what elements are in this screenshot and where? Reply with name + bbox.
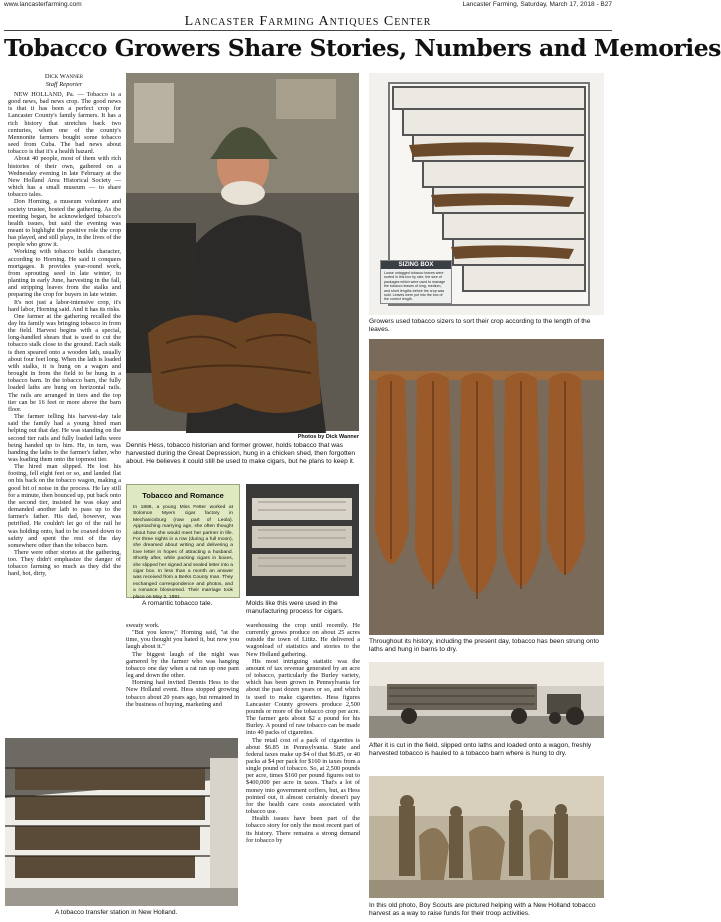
paragraph: About 40 people, most of them with rich histories of their own, gathered on a Wednesday evening in late February at the New Holland Area Historical Society — which has a small museum — to share tobacco tales. xyxy=(8,155,121,199)
main-photo-caption: Dennis Hess, tobacco historian and former grower, holds tobacco that was harvested during the Great Depression, hung in a chicken shed, then forgotten about. He believes it could still be used to make cigars, but he plans to keep it. xyxy=(126,442,356,465)
paragraph: There were other stories at the gathering, too. They didn't emphasize the danger of tobacco farming so much as they did the hard, hot, dirty, xyxy=(8,549,121,578)
article-column-3 xyxy=(246,622,360,918)
article-column-1 xyxy=(8,91,121,736)
sidebar-body: In 1886, a young Miss Fetter worked at Solomon Myers cigar factory in Mechanicsburg (now part of Leola). Approaching marrying age, she often thought about how she would meet her partner in life. For three nights in a row (during a full moon), she dreamed about writing and delivering a love letter in hopes of attracting a husband. Shortly after, while packing cigars in boxes, she slipped her signed and sealed letter into a cigar box. In less than a month an answer was received from a Berks County man. They exchanged correspondence and photos, and a romance blossomed. Their marriage took place on May 2, 1891. xyxy=(133,505,233,600)
headline: Tobacco Growers Share Stories, Numbers and Memories xyxy=(4,34,721,62)
farmer-holding-tobacco-image xyxy=(126,73,359,431)
paragraph: The hired man slipped. He lost his footing, fell eight feet or so, and landed flat on his back on the tobacco wagon, making a good bit of noise in the process. He lay still for a minute, then bounced up, put back onto the second tier, insisted he was okay and demanded another lath to pass up to the farmer's father. His dad, however, was petrified. He couldn't let go of the rail he was holding onto, had to be coaxed down to safety and spent the rest of the day somewhere other than the tobacco barn. xyxy=(8,463,121,549)
paragraph: Horning had invited Dennis Hess to the New Holland event. Hess stopped growing tobacco about 20 years ago, but remained in the business of buying, marketing and xyxy=(126,679,239,708)
romantic-caption: A romantic tobacco tale. xyxy=(142,600,213,607)
paragraph: sweaty work. xyxy=(126,622,160,629)
page-header xyxy=(4,1,612,11)
paragraph: One farmer at the gathering recalled the day his family was bringing tobacco in from the field. Harvest begins with a special, long-handled shears that is used to cut the tobacco stalk close to the ground. Each stalk is then speared onto a wooden lath, usually about four feet long. When the lath is loaded with stalks, it is hung on a wagon and brought in from the field to be hung in a tobacco barn. In the tobacco barn, the fully loaded laths are hung on horizontal rails. The rails are arranged in tiers and the top tier can be 16 feet or more above the barn floor. xyxy=(8,312,121,413)
strung-tobacco-photo xyxy=(369,339,604,635)
cigar-molds-photo xyxy=(246,484,359,596)
paragraph: Don Horning, a museum volunteer and society trustee, hosted the gathering. As the meeting began, he acknowledged tobacco's health issues, but said the evening was meant to highlight the positive role the crop has played, and still plays, in the lives of the people who grow it. xyxy=(8,198,121,249)
wagon-photo xyxy=(369,662,604,738)
issue-info: Lancaster Farming, Saturday, March 17, 2018 - B27 xyxy=(462,1,612,8)
sidebar-box xyxy=(126,484,240,598)
paragraph: The biggest laugh of the night was garnered by the farmer who was hanging tobacco one day when a rat ran up one pant leg and down the other. xyxy=(126,650,239,680)
paragraph: The farmer telling his harvest-day tale said the family had a young hired man helping out that day. He was standing on the second tier rails and fully loaded laths were being handed up to him. He, in turn, was handing the laths to the farmer's father, who was loading them onto the topmost tier. xyxy=(8,413,121,463)
boy-scouts-harvest-image xyxy=(369,776,604,898)
paragraph: "But you know," Horning said, "at the time, you thought you hated it, but now you laugh about it." xyxy=(126,629,239,651)
sizing-box-label xyxy=(380,260,452,304)
paragraph: It's not just a labor-intensive crop, it's hard labor, Horning said. And it has its risks. xyxy=(8,298,121,313)
scouts-caption: In this old photo, Boy Scouts are pictured helping with a New Holland tobacco harvest as a way to raise funds for their troop activities. xyxy=(369,902,596,917)
paragraph: warehousing the crop until recently. He currently grows produce on about 25 acres outside the town of Lititz. He delivered a wagonload of statistics and stories to the New Holland gathering. xyxy=(246,622,360,658)
paragraph: Health issues have been part of the tobacco story for only the most recent part of its history. There remains a strong demand for tobacco by xyxy=(246,815,360,844)
paragraph: Working with tobacco builds character, according to Horning. He said it conquers mortgages. It provides year-round work, from sprouting seed in late winter, to planting in early June, harvesting in the fall, and stripping leaves from the stalks and preparing the crop for buyers in late winter. xyxy=(8,248,121,299)
sizing-caption: Growers used tobacco sizers to sort their crop according to the length of the leaves. xyxy=(369,318,591,333)
boy-scouts-photo xyxy=(369,776,604,898)
transfer-station-photo xyxy=(5,738,238,906)
site-url[interactable]: www.lancasterfarming.com xyxy=(4,1,82,8)
sizing-box-label-text: Loose untagged tobacco leaves were sorted in this box by size, the size of packages which were used to manage the tobacco leaves of long, medium, and short lengths before the crop was sold. Leaves were put into the box of the correct length. xyxy=(384,271,446,302)
cigar-molds-image xyxy=(246,484,359,596)
main-photo xyxy=(126,73,359,431)
wagon-caption: After it is cut in the field, slipped onto laths and loaded onto a wagon, freshly harvested tobacco is hauled to a tobacco barn where is hung to dry. xyxy=(369,742,592,757)
byline-name: Dick Wanner xyxy=(44,73,84,80)
article-column-2 xyxy=(126,622,239,737)
paragraph: The retail cost of a pack of cigarettes is about $6.85 in Pennsylvania. State and federal taxes make up $4 of that $6.85, or 40 packs at $4 per pack for $160 in taxes from a single pound of tobacco. So, at 2,500 pounds per acre, times $160 per pound figures out to $400,000 per acre in taxes. That's a lot of money into government coffers, but, as Hess pointed out, it almost certainly doesn't pay for the health care costs associated with tobacco use. xyxy=(246,736,360,816)
paragraph: NEW HOLLAND, Pa. — Tobacco is a good news, bad news crop. The good news is that it has been a perfect crop for Lancaster County's family farmers. It has a rich history that stretches back two centuries, when one of the county's Mennonite farmers bought some tobacco seed from Cuba. The bad news about tobacco is that it's a health hazard. xyxy=(8,91,121,156)
molds-caption: Molds like this were used in the manufacturing process for cigars. xyxy=(246,600,344,615)
strung-caption: Throughout its history, including the present day, tobacco has been strung onto laths and hung in barns to dry. xyxy=(369,638,599,653)
sizing-box-label-title: SIZING BOX xyxy=(381,261,451,269)
tobacco-barn-image xyxy=(5,738,238,906)
byline-role: Staff Reporter xyxy=(45,81,83,88)
tobacco-wagon-image xyxy=(369,662,604,738)
paragraph: His most intriguing statistic was the amount of tax revenue generated by an acre of tobacco, particularly the Burley variety, which has been grown in Pennsylvania for about the past dozen years or so, and which is used to make cigarettes. Hess figures Lancaster County growers produce 2,500 pounds or more of the tobacco crop per acre. The farmer gets about $2 a pound for his Burley. A pound of raw tobacco can be made into 40 packs of cigarettes. xyxy=(246,657,360,737)
sidebar-title: Tobacco and Romance xyxy=(142,491,224,500)
divider xyxy=(4,30,612,31)
photo-credit: Photos by Dick Wanner xyxy=(297,434,359,440)
station-caption: A tobacco transfer station in New Holland. xyxy=(55,909,178,916)
section-title: Lancaster Farming Antiques Center xyxy=(184,14,432,29)
hanging-tobacco-image xyxy=(369,339,604,635)
byline xyxy=(8,73,120,89)
